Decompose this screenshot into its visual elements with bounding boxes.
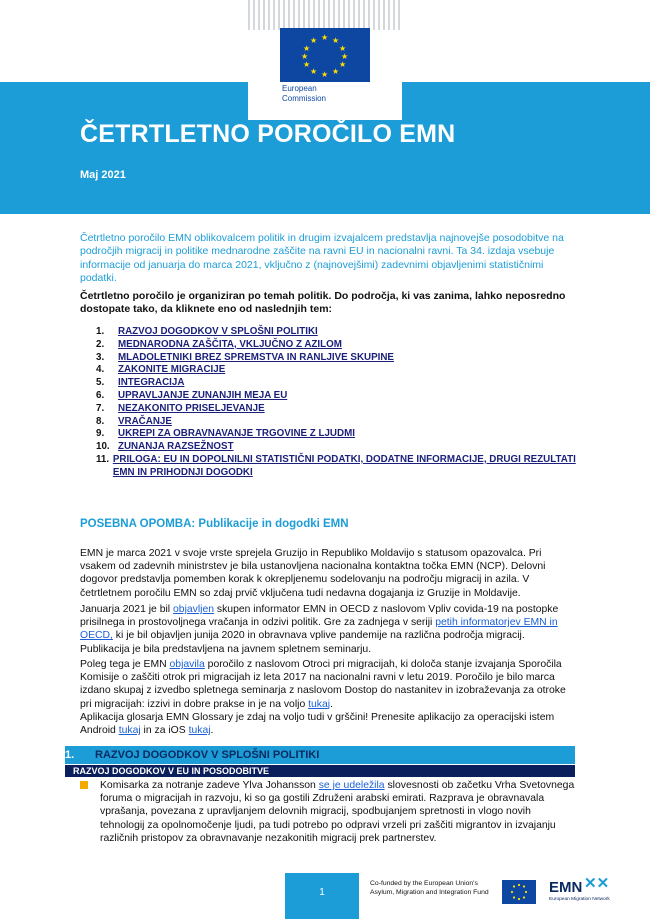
page-title: ČETRTLETNO POROČILO EMN <box>80 120 456 148</box>
toc-item <box>96 416 576 429</box>
square-bullet-icon <box>80 781 88 789</box>
toc-link-international-protection[interactable]: MEDNARODNA ZAŠČITA, VKLJUČNO Z AZILOM <box>118 338 342 350</box>
udelezila-link[interactable]: se je udeležila <box>318 780 385 791</box>
text-span: ki je bil objavljen junija 2020 in obravnava vplive pandemije na različna področja migracij. Publikacija je bila predstavljena na javnem spletnem seminarju. <box>80 630 525 655</box>
toc-link-external-dimension[interactable]: ZUNANJA RAZSEŽNOST <box>118 441 234 453</box>
section-1-bullet-text <box>100 779 575 845</box>
text-span: in za iOS <box>140 725 189 737</box>
toc-item <box>96 390 576 403</box>
toc-number: 11. <box>96 453 110 465</box>
ios-tukaj-link[interactable]: tukaj <box>188 725 211 737</box>
ec-logo-text <box>282 84 326 104</box>
toc-number: 2. <box>96 338 105 350</box>
toc-item <box>96 352 576 365</box>
eu-flag-icon: ★ ★ ★ ★ ★ ★ ★ ★ ★ ★ ★ ★ <box>280 28 370 82</box>
objavila-link[interactable]: objavila <box>169 659 205 670</box>
text-span: Januarja 2021 je bil <box>80 604 174 615</box>
toc-number: 6. <box>96 389 105 401</box>
intro-text: Četrtletno poročilo EMN oblikovalcem politik in drugim izvajalcem predstavlja najnovejše posodobitve na področjih migracij in politike mednarodne zaščite na ravni EU in nacionalni ravni. Ta 34. izdaja vsebuje informacije od januarja do marca 2021, vključno z (najnovejšimi) zadevnimi objavljenimi statističnimi podatki. <box>80 232 564 285</box>
european-commission-logo <box>248 0 402 120</box>
emn-network-icon: ✕✕ <box>584 875 610 892</box>
section-1-subtitle: RAZVOJ DOGODKOV V EU IN POSODOBITVE <box>73 766 270 776</box>
emn-logo-text: EMN <box>549 879 583 896</box>
cofund-text: Co-funded by the European Union's Asylum, Migration and Integration Fund <box>370 880 489 896</box>
toc-number: 10. <box>96 441 110 453</box>
toc-item <box>96 326 576 339</box>
ec-logo-line1: European <box>282 84 317 93</box>
page-number-box <box>285 873 359 919</box>
toc-item <box>96 364 576 377</box>
toc-number: 9. <box>96 428 105 440</box>
page-number: 1 <box>319 887 325 898</box>
eu-flag-small-icon <box>502 880 536 904</box>
section-1-number: 1. <box>65 746 91 764</box>
toc-item <box>96 454 576 480</box>
text-span: skupen informator EMN in OECD z naslovom Vpliv covida-19 na postopke prisilnega in prostovoljnega vračanja in odzivi politik. Gre za zadnjega v seriji <box>80 604 559 629</box>
android-tukaj-link[interactable]: tukaj <box>118 725 141 737</box>
section-1-header <box>65 746 575 764</box>
section-1-subheader <box>65 765 575 777</box>
text-span: Komisarka za notranje zadeve Ylva Johansson <box>100 780 319 791</box>
toc-number: 3. <box>96 351 105 363</box>
toc-link-annex[interactable]: PRILOGA: EU IN DOPOLNILNI STATISTIČNI PODATKI, DODATNE INFORMACIJE, DRUGI REZULTATI EMN IN PRIHODNJI DOGODKI <box>112 453 576 478</box>
objavljen-link[interactable]: objavljen <box>173 604 215 615</box>
toc-number: 8. <box>96 415 105 427</box>
special-note-paragraph-2 <box>80 603 575 656</box>
toc-number: 4. <box>96 364 105 376</box>
special-note-paragraph-1: EMN je marca 2021 v svoje vrste sprejela Gruzijo in Republiko Moldavijo s statusom opazovalca. Pri vsakem od zadevnih ministrstev je bila ustanovljena nacionalna kontaktna točka EMN (NCP). Delovni dogovor predstavlja pomemben korak k okrepljenemu sodelovanju na področju migracij in azila. V četrtletnem poročilu EMN so zdaj prvič vključena tudi nedavna dogajanja iz Gruzije in Moldavije. <box>80 548 546 599</box>
ec-logo-line2: Commission <box>282 94 327 103</box>
special-note-paragraph-3 <box>80 658 575 711</box>
berlaymont-building-icon <box>248 0 402 30</box>
toc-item <box>96 428 576 441</box>
text-span: . <box>210 725 214 737</box>
webinar-tukaj-link[interactable]: tukaj <box>308 698 331 710</box>
toc-link-external-borders[interactable]: UPRAVLJANJE ZUNANJIH MEJA EU <box>118 389 288 401</box>
issue-date: Maj 2021 <box>80 169 126 181</box>
toc-number: 5. <box>96 377 105 389</box>
five-informs-link[interactable]: petih informatorjev EMN in OECD, <box>80 617 558 642</box>
toc-link-general-policy[interactable]: RAZVOJ DOGODKOV V SPLOŠNI POLITIKI <box>118 326 318 337</box>
section-1-title: RAZVOJ DOGODKOV V SPLOŠNI POLITIKI <box>95 749 320 761</box>
toc-link-trafficking[interactable]: UKREPI ZA OBRAVNAVANJE TRGOVINE Z LJUDMI <box>118 428 355 440</box>
toc-number: 7. <box>96 402 105 414</box>
intro-instructions: Četrtletno poročilo je organiziran po temah politik. Do področja, ki vas zanima, lahko neposredno dostopate tako, da kliknete eno od naslednjih tem: <box>80 290 566 316</box>
text-span: Aplikacija glosarja EMN Glossary je zdaj na voljo tudi v grščini! Prenesite aplikacijo za operacijski istem Android <box>80 712 555 737</box>
table-of-contents <box>96 326 576 480</box>
toc-item <box>96 403 576 416</box>
toc-number: 1. <box>96 326 105 337</box>
toc-item <box>96 441 576 454</box>
text-span: Poleg tega je EMN <box>80 659 170 670</box>
emn-subtitle: European Migration Network <box>549 897 610 902</box>
text-span: poročilo z naslovom Otroci pri migracijah, ki določa stanje izvajanja Sporočila Komisije o zaščiti otrok pri migracijah iz leta 2017 na nacionalni ravni v letu 2019. Poročilo je bilo marca izdano skupaj z izvedbo spletnega seminarja z naslovom Dostop do nastanitev in izobraževanja za otroke pri migracijah: izzivi in dobre prakse in je na voljo <box>80 659 566 710</box>
eu-stars-icon <box>502 880 536 904</box>
toc-link-integration[interactable]: INTEGRACIJA <box>118 377 185 389</box>
toc-link-irregular-migration[interactable]: NEZAKONITO PRISELJEVANJE <box>118 402 265 414</box>
toc-item <box>96 339 576 352</box>
toc-item <box>96 377 576 390</box>
toc-link-legal-migration[interactable]: ZAKONITE MIGRACIJE <box>118 364 226 376</box>
toc-link-return[interactable]: VRAČANJE <box>118 415 172 427</box>
special-note-paragraph-4 <box>80 711 575 737</box>
toc-link-unaccompanied-minors[interactable]: MLADOLETNIKI BREZ SPREMSTVA IN RANLJIVE SKUPINE <box>118 351 394 363</box>
special-note-heading: POSEBNA OPOMBA: Publikacije in dogodki EMN <box>80 518 349 530</box>
text-span: slovesnosti ob začetku Vrha Svetovnega foruma o migracijah in razvoju, ki so ga gostili Združeni arabski emirati. Razprava je obravnavala vprašanja, povezana z upravljanjem delovnih migracij, spodbujanjem spretnosti in vlogo novih tehnologij za opolnomočenje ljudi, pa tudi potrebo po odpravi vrzeli pri zaščiti migrantov in izvajanju različnih pristopov za obravnavanje nezakonitih migracij prek partnerstev. <box>100 780 575 844</box>
text-span: . <box>330 698 333 710</box>
